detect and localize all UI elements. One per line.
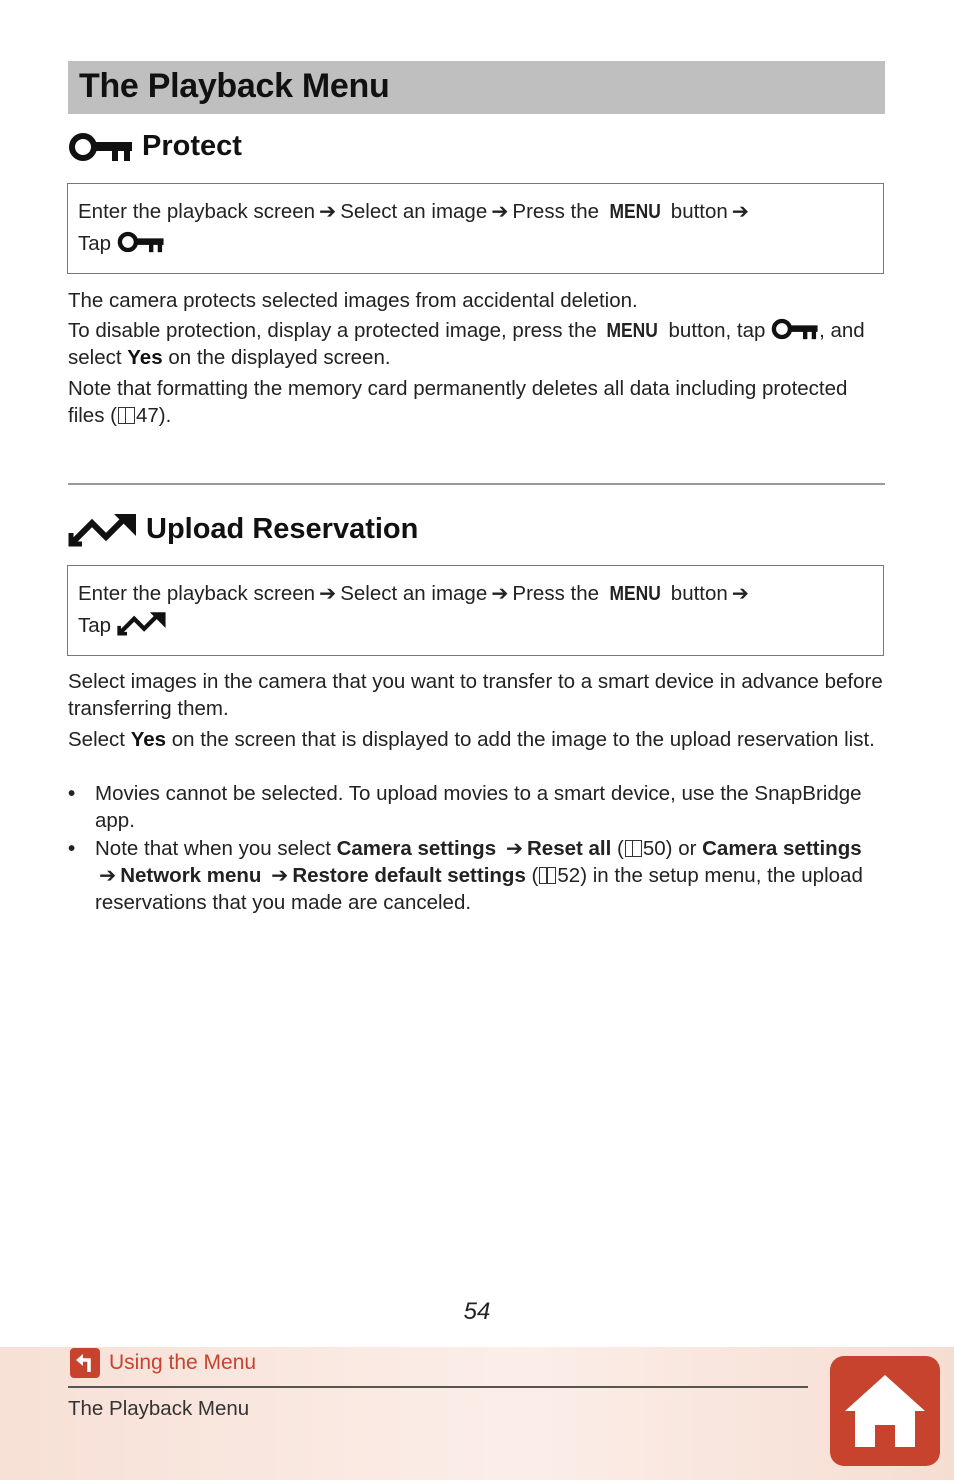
arrow-icon: ➔ [731, 582, 749, 605]
arrow-icon: ➔ [491, 582, 509, 605]
footer-back-link[interactable] [70, 1348, 256, 1378]
path-step: Enter the playback screen [78, 582, 316, 605]
book-ref-icon [625, 840, 642, 857]
path-step: button [670, 582, 728, 605]
page-number: 54 [463, 1298, 491, 1325]
upload-reservation-icon [68, 511, 138, 547]
title-bar [68, 61, 885, 114]
path-step: Press the [512, 200, 600, 223]
protect-key-icon [771, 317, 819, 341]
menu-button-label: MENU [606, 319, 659, 342]
path-step: Enter the playback screen [78, 200, 316, 223]
list-item: • Note that when you select Camera settings ➔ Reset all ( 50) or Camera settings ➔ Network menu ➔ Restore default settings ( 52) in the setup menu, the upload reservations that you made are canceled. [68, 835, 888, 916]
path-step: Press the [512, 582, 600, 605]
upload-reservation-icon [117, 610, 167, 636]
arrow-icon: ➔ [319, 582, 337, 605]
arrow-icon: ➔ [491, 200, 509, 223]
upload-heading: Upload Reservation [146, 512, 419, 545]
upload-heading-row [68, 511, 418, 547]
page-ref-link[interactable]: 52 [557, 864, 581, 887]
path-tap: Tap [78, 232, 112, 255]
protect-para-3: Note that formatting the memory card permanently deletes all data including protected files ( 47). [68, 377, 848, 427]
home-icon [841, 1371, 929, 1451]
protect-heading-row [68, 130, 242, 163]
section-divider [68, 483, 885, 485]
path-step: button [670, 200, 728, 223]
upload-para-1: Select images in the camera that you want to transfer to a smart device in advance before transferring them. [68, 670, 883, 720]
home-button[interactable] [830, 1356, 940, 1466]
back-arrow-icon [70, 1348, 100, 1378]
protect-para-1: The camera protects selected images from accidental deletion. [68, 289, 638, 312]
page-title: The Playback Menu [79, 67, 390, 105]
page-ref-link[interactable]: 50 [642, 837, 666, 860]
upload-path-box [67, 565, 884, 656]
protect-key-icon [117, 230, 165, 254]
protect-heading: Protect [142, 130, 242, 162]
menu-button-label: MENU [609, 582, 661, 605]
book-ref-icon [118, 407, 135, 424]
path-step: Select an image [340, 582, 488, 605]
book-ref-icon [539, 867, 556, 884]
protect-path-box [67, 183, 884, 274]
arrow-icon: ➔ [731, 200, 749, 223]
page-ref-link[interactable]: 47 [135, 404, 159, 427]
path-step: Select an image [340, 200, 488, 223]
upload-notes-list [68, 780, 888, 917]
footer-rule [68, 1386, 808, 1388]
upload-para-2: Select Yes on the screen that is displayed to add the image to the upload reservation list. [68, 728, 875, 751]
menu-button-label: MENU [609, 200, 661, 223]
arrow-icon: ➔ [319, 200, 337, 223]
protect-para-2: To disable protection, display a protected image, press the MENU button, tap , and select Yes on the displayed screen. [68, 319, 865, 369]
list-item: • Movies cannot be selected. To upload movies to a smart device, use the SnapBridge app. [68, 780, 888, 834]
footer-breadcrumb: The Playback Menu [68, 1397, 250, 1420]
protect-key-icon [68, 131, 134, 163]
path-tap: Tap [78, 614, 112, 637]
footer-link-label: Using the Menu [109, 1351, 257, 1374]
